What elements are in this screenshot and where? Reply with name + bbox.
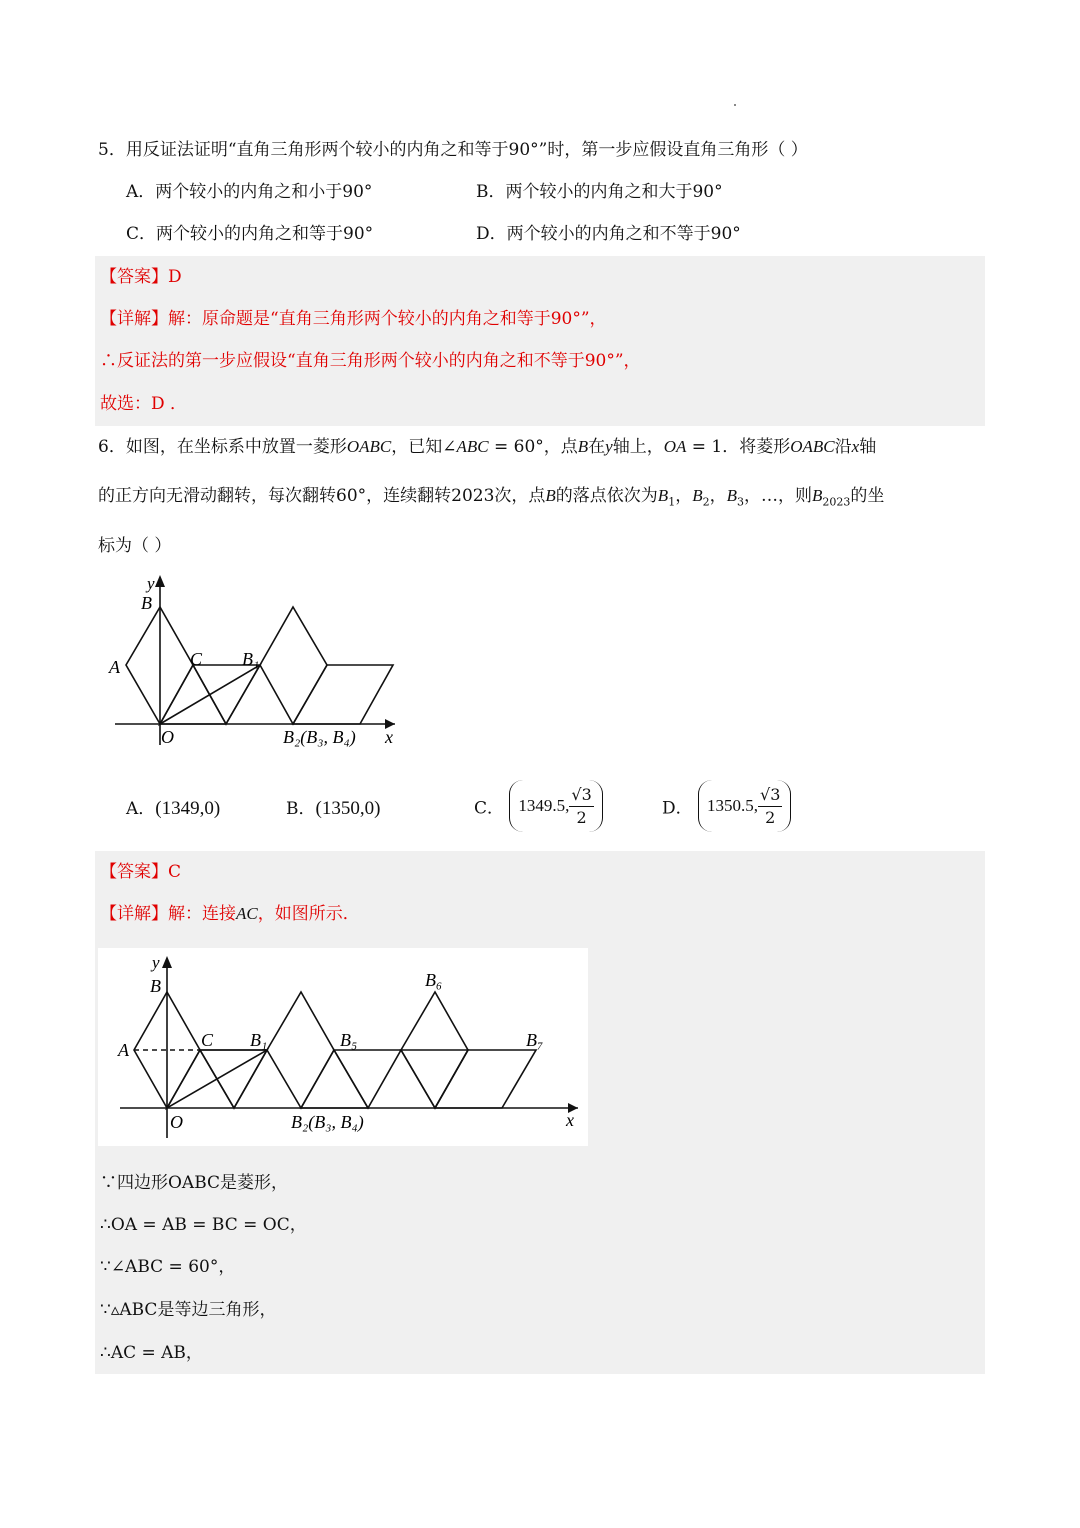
fig1-label-y: y <box>147 574 155 593</box>
q5-detail-2: ∴反证法的第一步应假设“直角三角形两个较小的内角之和不等于90°”， <box>100 351 641 371</box>
q5-solution-box <box>95 256 985 426</box>
q5-option-c: C．两个较小的内角之和等于90° <box>126 224 374 244</box>
fig2-label-a: A <box>118 1040 129 1060</box>
fig1-label-b: B <box>141 593 152 613</box>
fig2-label-b2: B₂(B₃, B₄) <box>291 1112 364 1132</box>
q6-option-d: D． 1350.5, $\frac{√3}{2}$ <box>662 780 791 832</box>
q6-solution-figure <box>98 948 588 1146</box>
fig2-label-b6: B₆ <box>425 970 443 990</box>
fig1-label-a: A <box>109 657 120 677</box>
q6-answer: 【答案】C <box>100 862 182 882</box>
rhombus-2 <box>260 607 327 724</box>
fig2-label-o: O <box>170 1112 183 1132</box>
fig2-label-c: C <box>201 1030 214 1050</box>
fig2-label-y: y <box>152 953 160 972</box>
q6-step-1: ∵四边形OABC是菱形， <box>100 1173 289 1193</box>
page-dot <box>734 104 736 106</box>
fig1-label-b2: B₂(B₃, B₄) <box>283 727 356 747</box>
q5-answer: 【答案】D <box>100 267 182 287</box>
q6-step-2: ∴OA = AB = BC = OC， <box>100 1215 307 1235</box>
q5-option-d: D．两个较小的内角之和不等于90° <box>476 224 741 244</box>
q6-option-c: C． 1349.5, $\frac{√3}{2}$ <box>474 780 603 832</box>
fig2-label-x: x <box>566 1110 574 1130</box>
q5-detail-1: 【详解】解：原命题是“直角三角形两个较小的内角之和等于90°”， <box>100 309 607 329</box>
fig1-label-o: O <box>161 727 174 747</box>
q6-figure <box>105 565 415 755</box>
q5-option-b: B．两个较小的内角之和大于90° <box>476 182 723 202</box>
fig1-label-x: x <box>385 727 393 747</box>
fig1-label-b1: B₁ <box>242 649 260 669</box>
q5-detail-3: 故选：D ． <box>100 394 188 414</box>
fig2-label-b1: B₁ <box>250 1030 268 1050</box>
fig2-label-b7: B₇ <box>526 1030 544 1050</box>
q6-detail-intro: 【详解】解：连接AC，如图所示． <box>100 904 360 924</box>
q6-option-b: B．(1350,0) <box>286 798 381 819</box>
fig2-label-b5: B₅ <box>340 1030 358 1050</box>
q5-option-a: A．两个较小的内角之和小于90° <box>126 182 373 202</box>
q6-step-5: ∴AC = AB， <box>100 1343 203 1363</box>
q6-option-a: A．(1349,0) <box>126 798 221 819</box>
q6-step-3: ∵∠ABC = 60°， <box>100 1257 236 1277</box>
fig1-label-c: C <box>190 649 203 669</box>
rhombus-3 <box>293 665 393 724</box>
q6-stem-line-2: 的正方向无滑动翻转，每次翻转60°，连续翻转2023次，点B的落点依次为$B_1$，$B_2$，$B_3$，…，则$B_{2023}$的坐 <box>98 486 885 509</box>
q5-stem: 5．用反证法证明“直角三角形两个较小的内角之和等于90°”时，第一步应假设直角三角形（ ） <box>98 140 808 160</box>
fig2-label-b: B <box>150 976 161 996</box>
q6-step-4: ∵▵ABC是等边三角形， <box>100 1300 277 1320</box>
q6-stem-line-3: 标为（ ） <box>98 536 172 556</box>
q6-stem-line-1: 6．如图，在坐标系中放置一菱形OABC，已知∠ABC = 60°，点B在y轴上，OA = 1．将菱形OABC沿x轴 <box>98 437 877 457</box>
